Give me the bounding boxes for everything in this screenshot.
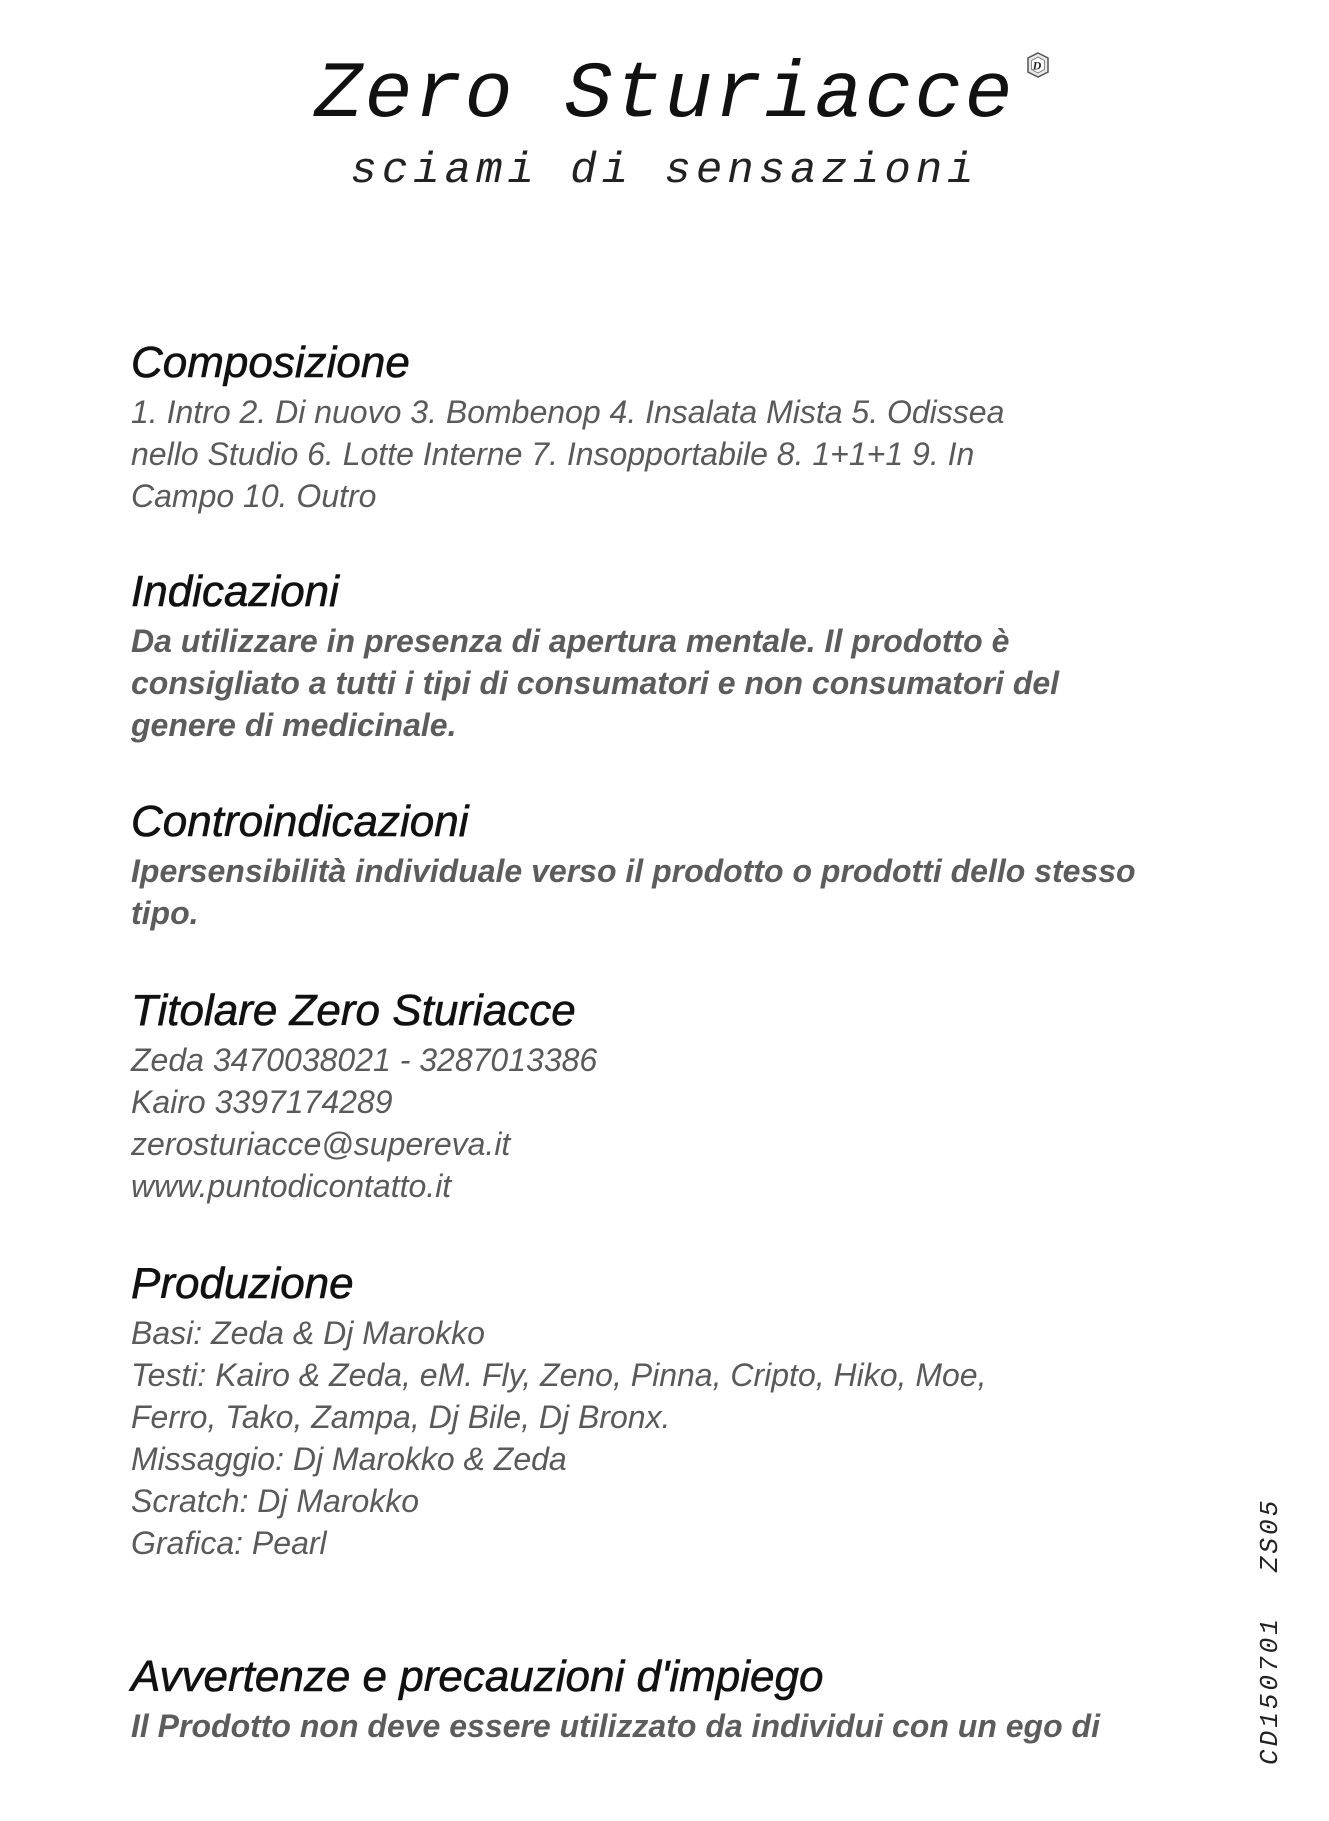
section-heading: Indicazioni — [131, 567, 339, 616]
section-line: tipo. — [131, 895, 199, 931]
contact-email: zerosturiacce@supereva.it — [131, 1126, 511, 1162]
document-title — [314, 48, 1043, 144]
section-avvertenze — [131, 1649, 1211, 1747]
catalog-series: ZS05 — [1255, 1497, 1285, 1573]
section-line: Campo 10. Outro — [131, 478, 377, 514]
contact-phone-kairo: Kairo 3397174289 — [131, 1084, 393, 1120]
section-heading: Controindicazioni — [131, 797, 469, 846]
section-line: nello Studio 6. Lotte Interne 7. Insopportabile 8. 1+1+1 9. In — [131, 436, 975, 472]
section-indicazioni — [131, 564, 1211, 746]
section-line: Il Prodotto non deve essere utilizzato da individui con un ego di — [131, 1708, 1100, 1744]
section-titolare — [131, 983, 1211, 1207]
title-text: Zero Sturiacce — [314, 50, 1015, 141]
contact-website: www.puntodicontatto.it — [131, 1168, 452, 1204]
section-line: Da utilizzare in presenza di apertura mentale. Il prodotto è — [131, 623, 1010, 659]
section-heading: Avvertenze e precauzioni d'impiego — [131, 1652, 824, 1701]
credit-line: Scratch: Dj Marokko — [131, 1483, 420, 1519]
section-line: consigliato a tutti i tipi di consumatori e non consumatori del — [131, 665, 1060, 701]
catalog-code — [1255, 1498, 1285, 1765]
credit-line: Grafica: Pearl — [131, 1525, 327, 1561]
credit-line: Basi: Zeda & Dj Marokko — [131, 1315, 485, 1351]
section-heading: Produzione — [131, 1259, 354, 1308]
brand-mark-icon — [1025, 52, 1051, 78]
section-produzione — [131, 1256, 1211, 1564]
brand-mark-letter: D — [1032, 58, 1043, 73]
section-line: genere di medicinale. — [131, 707, 457, 743]
contact-phone-zeda: Zeda 3470038021 - 3287013386 — [131, 1042, 598, 1078]
credit-line: Missaggio: Dj Marokko & Zeda — [131, 1441, 567, 1477]
credit-line: Testi: Kairo & Zeda, eM. Fly, Zeno, Pinna, Cripto, Hiko, Moe, — [131, 1357, 987, 1393]
credit-line: Ferro, Tako, Zampa, Dj Bile, Dj Bronx. — [131, 1399, 671, 1435]
document-header — [0, 48, 1329, 196]
section-composizione — [131, 335, 1211, 517]
section-heading: Composizione — [131, 338, 410, 387]
section-line: 1. Intro 2. Di nuovo 3. Bombenop 4. Insalata Mista 5. Odissea — [131, 394, 1005, 430]
document-subtitle: sciami di sensazioni — [350, 146, 979, 196]
catalog-number: CD150701 — [1255, 1616, 1285, 1765]
section-controindicazioni — [131, 794, 1211, 934]
section-line: Ipersensibilità individuale verso il prodotto o prodotti dello stesso — [131, 853, 1136, 889]
section-heading: Titolare Zero Sturiacce — [131, 986, 576, 1035]
